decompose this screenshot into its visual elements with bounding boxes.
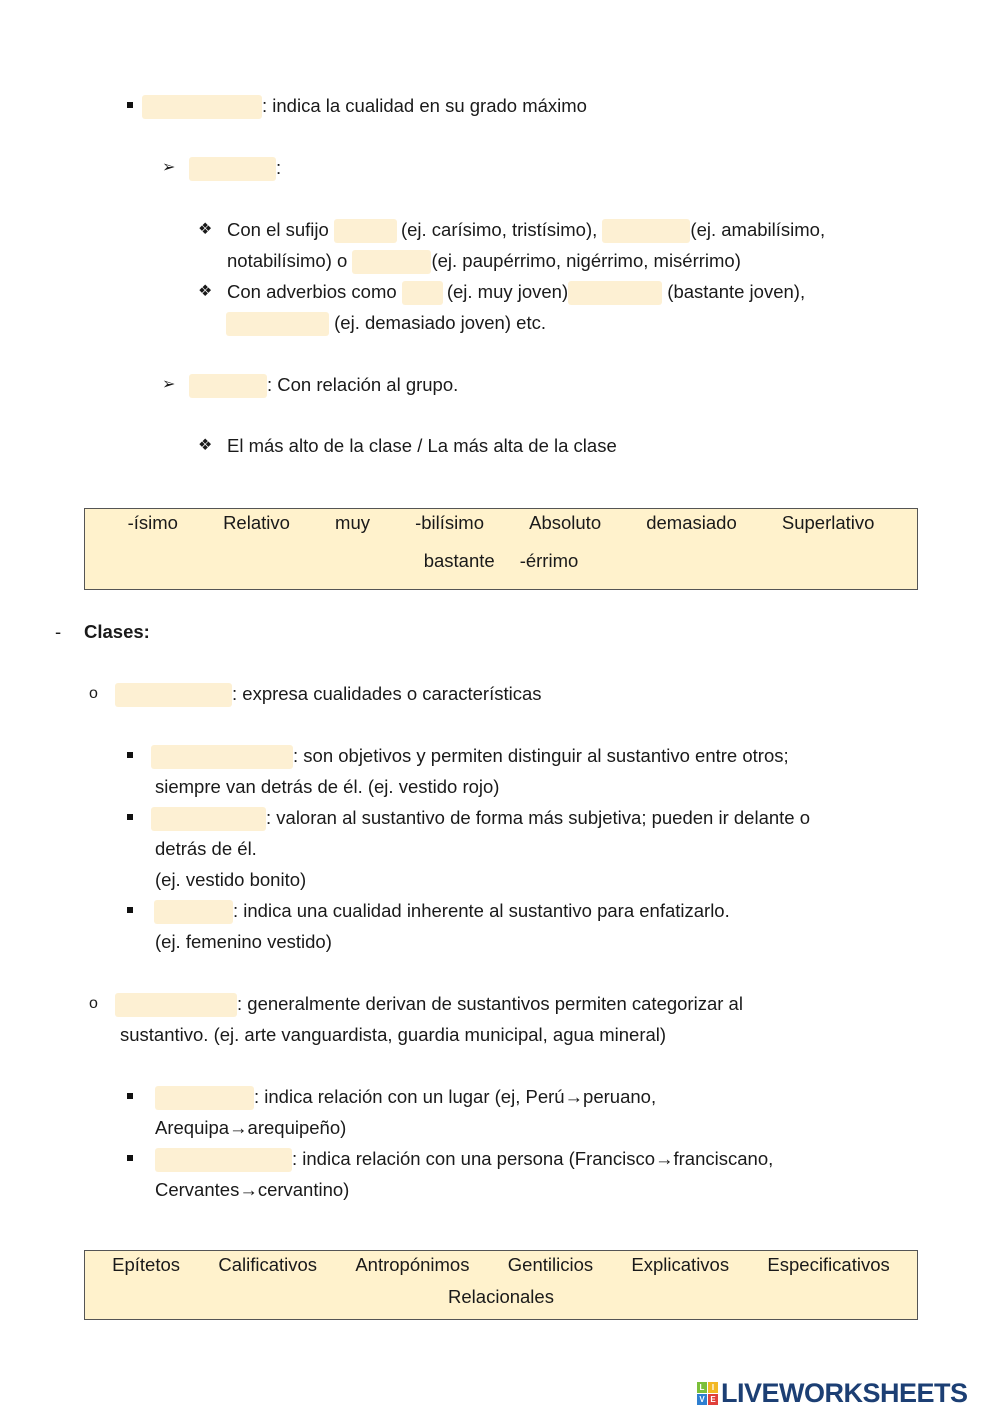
- square-bullet-icon: [127, 814, 133, 820]
- word-bank-row: [85, 1254, 917, 1276]
- logo-tile: V: [697, 1394, 707, 1405]
- word-bank-superlativo: [84, 508, 918, 590]
- arrow-bullet-icon: ➢: [162, 376, 176, 393]
- text: notabilísimo) o: [227, 250, 353, 271]
- blank-input[interactable]: [151, 745, 293, 769]
- text: (ej. femenino vestido): [155, 931, 332, 952]
- logo-tiles-icon: [697, 1382, 718, 1405]
- line-relativo: [189, 373, 458, 397]
- text: : indica una cualidad inherente al sustantivo para enfatizarlo.: [233, 900, 730, 921]
- text: (bastante joven),: [662, 281, 806, 302]
- blank-input[interactable]: [154, 900, 233, 924]
- blank-input[interactable]: [189, 157, 276, 181]
- square-bullet-icon: [127, 752, 133, 758]
- word-bank-item[interactable]: Relacionales: [448, 1286, 554, 1307]
- word-bank-item[interactable]: demasiado: [646, 512, 737, 533]
- text: : Con relación al grupo.: [267, 374, 459, 395]
- word-bank-row: [85, 550, 917, 572]
- word-bank-item[interactable]: -ísimo: [127, 512, 178, 533]
- line-relativo-example: [227, 434, 617, 458]
- square-bullet-icon: [127, 102, 133, 108]
- circle-bullet-icon: o: [89, 995, 98, 1012]
- line-antroponimos: [155, 1147, 773, 1171]
- blank-input[interactable]: [402, 281, 443, 305]
- dash-bullet: -: [55, 621, 62, 642]
- blank-input[interactable]: [155, 1148, 292, 1172]
- word-bank-row: [85, 512, 917, 534]
- blank-input[interactable]: [151, 807, 266, 831]
- text: detrás de él.: [155, 838, 257, 859]
- line-relacionales: [115, 992, 743, 1016]
- text: Con adverbios como: [227, 281, 402, 302]
- text: Con el sufijo: [227, 219, 334, 240]
- word-bank-item[interactable]: bastante: [423, 550, 495, 571]
- section-title: Clases:: [84, 621, 150, 642]
- square-bullet-icon: [127, 1093, 133, 1099]
- line-adverbios: [227, 280, 805, 304]
- blank-input[interactable]: [352, 250, 431, 274]
- word-bank-clases: [84, 1250, 918, 1320]
- word-bank-item[interactable]: Calificativos: [218, 1254, 318, 1275]
- word-bank-item[interactable]: Especificativos: [767, 1254, 890, 1275]
- blank-input[interactable]: [189, 374, 267, 398]
- word-bank-item[interactable]: Relativo: [223, 512, 290, 533]
- text: sustantivo. (ej. arte vanguardista, guardia municipal, agua mineral): [120, 1024, 667, 1045]
- text: Arequipa→arequipeño): [155, 1117, 347, 1138]
- word-bank-item[interactable]: -érrimo: [519, 550, 579, 571]
- text: : generalmente derivan de sustantivos permiten categorizar al: [237, 993, 743, 1014]
- blank-input[interactable]: [334, 219, 397, 243]
- word-bank-item[interactable]: muy: [335, 512, 370, 533]
- line-calificativos: [115, 682, 542, 706]
- word-bank-item[interactable]: -bilísimo: [415, 512, 484, 533]
- square-bullet-icon: [127, 1155, 133, 1161]
- word-bank-item[interactable]: Gentilicios: [507, 1254, 594, 1275]
- word-bank-item[interactable]: Superlativo: [781, 512, 875, 533]
- word-bank-item[interactable]: Explicativos: [631, 1254, 730, 1275]
- text: Cervantes→cervantino): [155, 1179, 350, 1200]
- text: : indica relación con una persona (Francisco→franciscano,: [292, 1148, 774, 1169]
- line-explicativos: [151, 806, 810, 830]
- logo-tile: L: [697, 1382, 707, 1393]
- blank-input[interactable]: [226, 312, 329, 336]
- blank-input[interactable]: [568, 281, 662, 305]
- text: siempre van detrás de él. (ej. vestido rojo): [155, 776, 500, 797]
- text: (ej. vestido bonito): [155, 869, 307, 890]
- text: (ej. muy joven): [446, 281, 569, 302]
- line-superlativo: [142, 94, 587, 118]
- blank-input[interactable]: [155, 1086, 254, 1110]
- word-bank-item[interactable]: Epítetos: [112, 1254, 181, 1275]
- diamond-bullet-icon: ❖: [198, 437, 213, 454]
- diamond-bullet-icon: ❖: [198, 283, 213, 300]
- word-bank-row: [85, 1286, 917, 1308]
- logo-tile: E: [708, 1394, 718, 1405]
- text: (ej. demasiado joven) etc.: [329, 312, 546, 333]
- line-sufijo-cont: [227, 249, 741, 273]
- logo-tile: I: [708, 1382, 718, 1393]
- line-adverbios-cont: [226, 311, 546, 335]
- text: : indica relación con un lugar (ej, Perú→peruano,: [254, 1086, 657, 1107]
- text: (ej. carísimo, tristísimo),: [400, 219, 603, 240]
- blank-input[interactable]: [142, 95, 262, 119]
- text: El más alto de la clase / La más alta de la clase: [227, 435, 617, 456]
- line-especificativos: [151, 744, 789, 768]
- text: : indica la cualidad en su grado máximo: [262, 95, 587, 116]
- logo-text: LIVEWORKSHEETS: [721, 1378, 968, 1408]
- blank-input[interactable]: [115, 683, 232, 707]
- text: : expresa cualidades o características: [232, 683, 542, 704]
- word-bank-item[interactable]: Absoluto: [529, 512, 602, 533]
- liveworksheets-logo: [697, 1378, 968, 1409]
- text: (ej. paupérrimo, nigérrimo, misérrimo): [431, 250, 741, 271]
- square-bullet-icon: [127, 907, 133, 913]
- blank-input[interactable]: [115, 993, 237, 1017]
- text: (ej. amabilísimo,: [690, 219, 826, 240]
- line-epitetos: [154, 899, 730, 923]
- circle-bullet-icon: o: [89, 685, 98, 702]
- line-sufijo: [227, 218, 825, 242]
- line-absoluto: [189, 156, 281, 180]
- blank-input[interactable]: [602, 219, 690, 243]
- diamond-bullet-icon: ❖: [198, 221, 213, 238]
- text: : son objetivos y permiten distinguir al sustantivo entre otros;: [293, 745, 789, 766]
- arrow-bullet-icon: ➢: [162, 159, 176, 176]
- text: : valoran al sustantivo de forma más subjetiva; pueden ir delante o: [266, 807, 811, 828]
- word-bank-item[interactable]: Antropónimos: [355, 1254, 470, 1275]
- text: :: [276, 157, 282, 178]
- line-gentilicios: [155, 1085, 656, 1109]
